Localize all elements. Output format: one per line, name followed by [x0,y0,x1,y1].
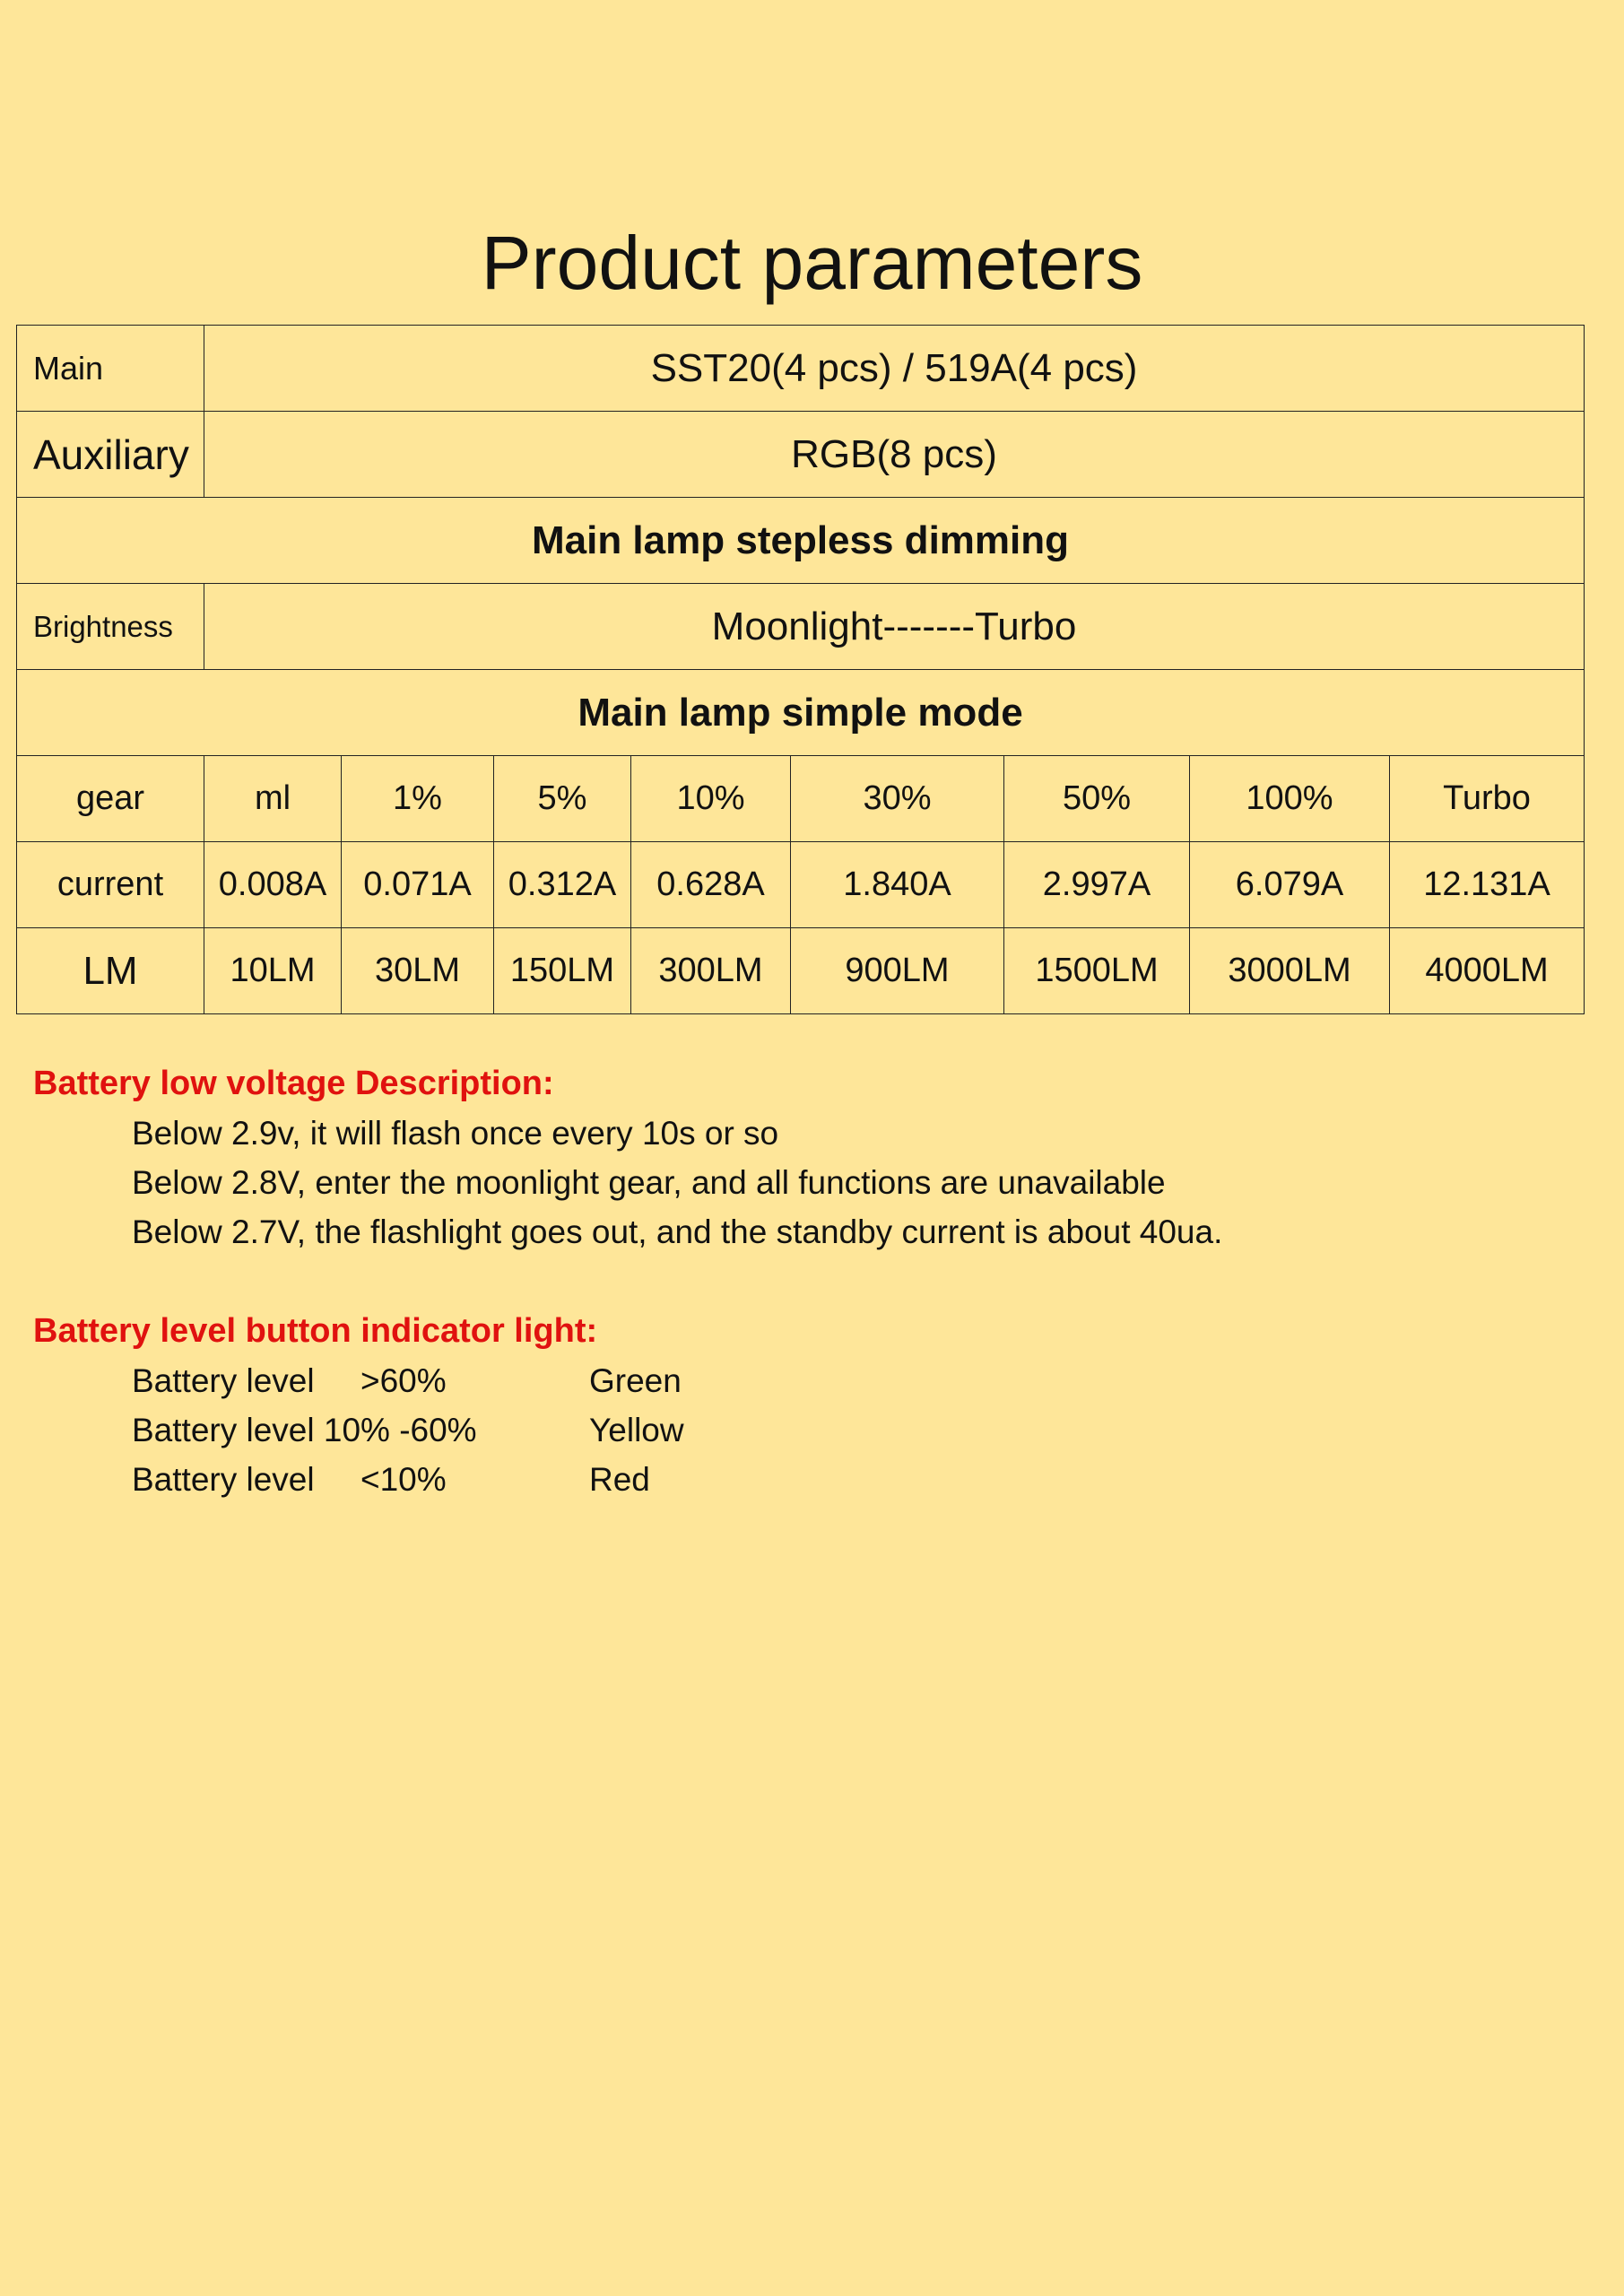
table-row [17,670,1585,756]
battery-level-color: Green [589,1362,682,1399]
low-voltage-line: Below 2.9v, it will flash once every 10s or so [132,1115,779,1152]
battery-level-row [33,1356,1594,1405]
battery-level-range: Battery level <10% [132,1461,447,1498]
gear-cell: 10% [631,756,791,842]
battery-level-color: Yellow [589,1412,684,1448]
gear-cell: Turbo [1390,756,1585,842]
current-cell: 0.071A [342,842,494,928]
page-title: Product parameters [481,221,1143,305]
gear-cell: 30% [791,756,1004,842]
current-row [17,842,1585,928]
lumen-cell: 3000LM [1190,928,1390,1014]
main-label: Main [17,326,204,412]
lumen-cell: 10LM [204,928,342,1014]
current-cell: 0.008A [204,842,342,928]
brightness-value: Moonlight-------Turbo [204,584,1585,670]
indicator-title: Battery level button indicator light: [33,1312,598,1350]
current-cell: 1.840A [791,842,1004,928]
table-row [17,584,1585,670]
gear-row [17,756,1585,842]
battery-level-color: Red [589,1461,650,1498]
gear-cell: 100% [1190,756,1390,842]
battery-level-row [33,1405,1594,1455]
gear-cell: 50% [1004,756,1190,842]
gear-cell: ml [204,756,342,842]
lumen-cell: 30LM [342,928,494,1014]
battery-level-row [33,1455,1594,1504]
gear-cell: 1% [342,756,494,842]
battery-level-range: Battery level >60% [132,1362,447,1399]
low-voltage-line: Below 2.7V, the flashlight goes out, and the standby current is about 40ua. [132,1213,1223,1250]
parameters-table [16,325,1585,1014]
lumen-cell: 1500LM [1004,928,1190,1014]
notes-section [33,1058,1594,1504]
simple-mode-heading: Main lamp simple mode [17,670,1585,756]
current-cell: 6.079A [1190,842,1390,928]
stepless-heading: Main lamp stepless dimming [17,498,1585,584]
main-value: SST20(4 pcs) / 519A(4 pcs) [204,326,1585,412]
low-voltage-line: Below 2.8V, enter the moonlight gear, and all functions are unavailable [132,1164,1166,1201]
auxiliary-value: RGB(8 pcs) [204,412,1585,498]
gear-cell: 5% [494,756,631,842]
brightness-label: Brightness [17,584,204,670]
low-voltage-title: Battery low voltage Description: [33,1065,554,1102]
lumen-row [17,928,1585,1014]
battery-level-range: Battery level 10% -60% [132,1412,477,1448]
current-label: current [17,842,204,928]
current-cell: 12.131A [1390,842,1585,928]
current-cell: 0.312A [494,842,631,928]
table-row [17,498,1585,584]
lumen-cell: 900LM [791,928,1004,1014]
table-row [17,326,1585,412]
auxiliary-label: Auxiliary [17,412,204,498]
current-cell: 0.628A [631,842,791,928]
lumen-cell: 300LM [631,928,791,1014]
lumen-cell: 4000LM [1390,928,1585,1014]
table-row [17,412,1585,498]
lumen-label: LM [17,928,204,1014]
lumen-cell: 150LM [494,928,631,1014]
gear-label: gear [17,756,204,842]
current-cell: 2.997A [1004,842,1190,928]
